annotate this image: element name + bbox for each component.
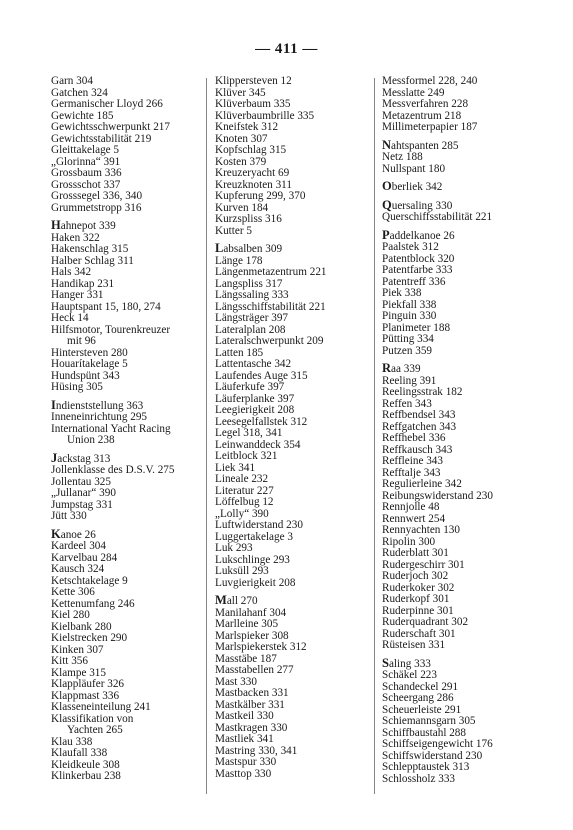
index-entry: Lattentasche 342 xyxy=(215,358,292,370)
index-entry: Gewichtsschwerpunkt 217 xyxy=(51,121,170,133)
section-initial-letter: I xyxy=(51,397,56,412)
index-entry: Garn 304 xyxy=(51,75,93,87)
section-initial-letter: P xyxy=(382,227,390,242)
index-entry: Messverfahren 228 xyxy=(382,98,469,110)
index-entry: Liek 341 xyxy=(215,461,256,474)
index-entry: Grossschot 337 xyxy=(51,178,121,191)
index-entry: Patentblock 320 xyxy=(382,252,455,265)
index-entry: Marlleine 305 xyxy=(215,618,279,630)
index-entry: Knoten 307 xyxy=(215,132,268,145)
section-initial-letter: J xyxy=(51,450,58,465)
index-entry: Laufendes Auge 315 xyxy=(215,369,308,382)
index-entry: Klampe 315 xyxy=(51,666,106,679)
index-entry: Ripolin 300 xyxy=(382,535,436,548)
index-entry: Hilfsmotor, Tourenkreuzer xyxy=(51,323,171,336)
index-entry: Mastspur 330 xyxy=(215,756,277,768)
entry-text: ahtspanten 285 xyxy=(391,139,459,152)
index-entry: Reffen 343 xyxy=(382,397,432,410)
index-entry: Lukschlinge 293 xyxy=(215,553,290,566)
index-entry: Ruderjoch 302 xyxy=(382,570,449,582)
index-section-first-entry xyxy=(215,595,380,608)
index-entry: Luksüll 293 xyxy=(215,565,269,577)
index-entry: Gewichte 185 xyxy=(51,109,114,122)
index-entry: Kardeel 304 xyxy=(51,540,106,552)
index-entry: Marlspiekerstek 312 xyxy=(215,641,307,653)
index-entry: Pütting 334 xyxy=(382,333,434,345)
index-entry: Kreuzknoten 311 xyxy=(215,178,292,191)
index-entry: Hundspünt 343 xyxy=(51,369,120,382)
section-initial-letter: N xyxy=(382,137,392,152)
index-entry: Masstabellen 277 xyxy=(215,664,294,676)
index-section-first-entry xyxy=(51,220,209,233)
index-entry: Kosten 379 xyxy=(215,155,267,168)
index-entry: Mastkeil 330 xyxy=(215,710,274,722)
index-section-first-entry xyxy=(382,363,552,376)
index-entry: Leinwanddeck 354 xyxy=(215,438,301,451)
index-entry: Schandeckel 291 xyxy=(382,680,459,693)
index-entry: Klassifikation von xyxy=(51,712,134,725)
index-entry: Klüverbaum 335 xyxy=(215,98,291,110)
index-entry: Masttop 330 xyxy=(215,767,272,780)
index-entry: Mastliek 341 xyxy=(215,733,274,745)
section-initial-letter: R xyxy=(382,361,392,375)
entry-text: anoe 26 xyxy=(60,528,96,541)
index-entry: Gleittakelage 5 xyxy=(51,144,120,156)
index-entry: Luggertakelage 3 xyxy=(215,530,293,543)
entry-text: berliek 342 xyxy=(391,181,443,193)
entry-text: absalben 309 xyxy=(223,243,283,255)
index-entry: Klappmast 336 xyxy=(51,689,120,702)
index-entry: Schlossholz 333 xyxy=(382,772,456,785)
index-entry: Hintersteven 280 xyxy=(51,346,128,359)
index-entry: Schiffswiderstand 230 xyxy=(382,749,483,762)
index-entry: Kreuzeryacht 69 xyxy=(215,167,290,179)
index-entry: Grosssegel 336, 340 xyxy=(51,190,143,202)
index-entry: Lateralplan 208 xyxy=(215,323,286,336)
index-entry: Union 238 xyxy=(67,434,115,446)
index-entry: Reffkausch 343 xyxy=(382,443,453,456)
index-entry: Längenmetazentrum 221 xyxy=(215,266,327,278)
index-section-first-entry xyxy=(382,181,552,194)
index-entry: Kettenumfang 246 xyxy=(51,597,135,610)
index-entry: Jütt 330 xyxy=(51,510,87,522)
index-entry: Netz 188 xyxy=(382,151,423,163)
index-entry: Piek 338 xyxy=(382,287,422,299)
index-entry: Yachten 265 xyxy=(67,724,123,736)
index-entry: Pinguin 330 xyxy=(382,310,437,322)
index-entry: Länge 178 xyxy=(215,254,263,267)
index-entry: Scheergang 286 xyxy=(382,692,454,704)
index-entry: Kinken 307 xyxy=(51,643,104,656)
index-entry: Klaufall 338 xyxy=(51,747,108,759)
index-entry: Luvgierigkeit 208 xyxy=(215,576,296,589)
index-entry: Längsschiffstabilität 221 xyxy=(215,300,326,313)
index-entry: Grummetstropp 316 xyxy=(51,201,142,214)
index-entry: „Jullanar“ 390 xyxy=(51,487,116,499)
index-entry: Rennwert 254 xyxy=(382,512,446,525)
index-entry: Piekfall 338 xyxy=(382,298,437,311)
section-initial-letter: H xyxy=(51,218,61,232)
index-entry: Metazentrum 218 xyxy=(382,109,462,122)
index-entry: Hüsing 305 xyxy=(51,381,103,393)
index-entry: Kurven 184 xyxy=(215,201,269,214)
index-entry: Hakenschlag 315 xyxy=(51,243,129,255)
index-entry: Hanger 331 xyxy=(51,289,104,301)
index-entry: Schiemannsgarn 305 xyxy=(382,715,476,727)
index-entry: Ruderschaft 301 xyxy=(382,627,456,640)
index-entry: Klinkerbau 238 xyxy=(51,770,121,782)
index-entry: Germanischer Lloyd 266 xyxy=(51,98,163,110)
index-entry: Gewichtsstabilität 219 xyxy=(51,132,152,145)
index-entry: Paalstek 312 xyxy=(382,241,439,253)
section-initial-letter: O xyxy=(382,179,392,193)
index-entry: Schiffbaustahl 288 xyxy=(382,726,466,739)
index-entry: Masstäbe 187 xyxy=(215,652,277,665)
index-entry: Längsträger 397 xyxy=(215,312,289,324)
index-entry: Reffleine 343 xyxy=(382,455,443,467)
index-entry: Langspliss 317 xyxy=(215,277,283,290)
index-entry: Heck 14 xyxy=(51,312,89,324)
index-entry: Klau 338 xyxy=(51,735,93,748)
index-section-first-entry xyxy=(215,243,380,256)
index-entry: Schlepptaustek 313 xyxy=(382,761,470,773)
index-column-3 xyxy=(382,76,552,785)
index-entry: Literatur 227 xyxy=(215,484,274,497)
index-entry: Lineale 232 xyxy=(215,473,269,485)
entry-text: addelkanoe 26 xyxy=(389,229,455,242)
index-entry: Patentreff 336 xyxy=(382,275,446,288)
section-initial-letter: M xyxy=(215,593,227,607)
index-entry: Gatchen 324 xyxy=(51,86,108,99)
index-entry: Rüsteisen 331 xyxy=(382,639,446,651)
entry-text: ahnepot 339 xyxy=(60,220,116,232)
index-entry: Planimeter 188 xyxy=(382,321,451,334)
index-entry: „Glorinna“ 391 xyxy=(51,155,121,168)
index-entry: Reffhebel 336 xyxy=(382,432,446,444)
index-entry: Refftalje 343 xyxy=(382,466,441,479)
index-entry: Putzen 359 xyxy=(382,344,433,357)
index-entry: Reeling 391 xyxy=(382,374,437,387)
index-column-2 xyxy=(215,76,380,780)
index-entry: Querschiffsstabilität 221 xyxy=(382,211,493,223)
index-entry: Jollenklasse des D.S.V. 275 xyxy=(51,464,175,476)
index-entry: „Lolly“ 390 xyxy=(215,507,269,520)
index-entry: Hals 342 xyxy=(51,266,92,278)
index-entry: Manilahanf 304 xyxy=(215,606,287,619)
index-entry: Reffgatchen 343 xyxy=(382,420,457,433)
entry-text: ackstag 313 xyxy=(57,452,111,465)
index-entry: Kitt 356 xyxy=(51,655,88,667)
index-entry: Rennjolle 48 xyxy=(382,501,440,513)
index-entry: Kutter 5 xyxy=(215,224,252,237)
index-entry: Patentfarbe 333 xyxy=(382,264,453,276)
index-entry: Haken 322 xyxy=(51,231,100,244)
index-entry: Luk 293 xyxy=(215,542,253,554)
index-entry: Grossbaum 336 xyxy=(51,167,122,179)
section-initial-letter: Q xyxy=(382,197,392,212)
index-entry: mit 96 xyxy=(67,335,96,347)
index-entry: Halber Schlag 311 xyxy=(51,254,134,267)
index-entry: Marlspieker 308 xyxy=(215,629,289,642)
index-entry: Mastbacken 331 xyxy=(215,687,289,699)
index-entry: Kupferung 299, 370 xyxy=(215,190,306,202)
section-initial-letter: K xyxy=(51,526,61,541)
index-entry: Kneifstek 312 xyxy=(215,121,279,133)
index-entry: Messlatte 249 xyxy=(382,86,445,99)
index-entry: Klüverbaumbrille 335 xyxy=(215,109,315,122)
index-entry: Rennyachten 130 xyxy=(382,524,460,536)
index-entry: Leitblock 321 xyxy=(215,450,278,462)
index-entry: Reffbendsel 343 xyxy=(382,409,456,421)
index-entry: Nullspant 180 xyxy=(382,162,446,175)
index-entry: Inneneinrichtung 295 xyxy=(51,411,148,423)
index-entry: Ruderblatt 301 xyxy=(382,547,449,559)
index-entry: Mastkälber 331 xyxy=(215,698,285,711)
index-entry: Ruderkopf 301 xyxy=(382,593,450,605)
entry-text: ndienststellung 363 xyxy=(55,399,144,412)
index-entry: Mast 330 xyxy=(215,675,257,688)
entry-text: all 270 xyxy=(226,595,258,607)
index-entry: Kette 306 xyxy=(51,586,95,598)
index-entry: Klippersteven 12 xyxy=(215,75,292,87)
entry-text: aa 339 xyxy=(391,363,421,375)
index-entry: Ketschtakelage 9 xyxy=(51,574,128,587)
index-entry: Kausch 324 xyxy=(51,563,105,575)
index-entry: Jumpstag 331 xyxy=(51,498,113,511)
index-entry: Jollentau 325 xyxy=(51,475,111,488)
entry-text: uersaling 330 xyxy=(391,199,453,212)
section-initial-letter: L xyxy=(215,241,224,255)
index-entry: Klüver 345 xyxy=(215,86,266,99)
index-entry: Luftwiderstand 230 xyxy=(215,519,303,531)
index-entry: Handikap 231 xyxy=(51,277,115,290)
index-entry: Lateralschwerpunkt 209 xyxy=(215,335,324,347)
index-entry: Löffelbug 12 xyxy=(215,496,274,508)
index-entry: Legel 318, 341 xyxy=(215,427,283,439)
index-entry: International Yacht Racing xyxy=(51,422,171,435)
index-entry: Klappläufer 326 xyxy=(51,678,125,690)
index-entry: Läuferplanke 397 xyxy=(215,392,295,405)
index-column-1 xyxy=(51,76,209,783)
page-number: — 411 — xyxy=(255,41,318,57)
index-entry: Kiel 280 xyxy=(51,609,90,621)
index-entry: Mastkragen 330 xyxy=(215,721,288,734)
index-entry: Karvelbau 284 xyxy=(51,551,118,564)
index-entry: Ruderkoker 302 xyxy=(382,581,455,594)
index-entry: Hauptspant 15, 180, 274 xyxy=(51,300,161,313)
section-initial-letter: S xyxy=(382,655,389,670)
index-entry: Kurzspliss 316 xyxy=(215,213,282,225)
index-entry: Ruderquadrant 302 xyxy=(382,616,469,628)
index-entry: Leesegelfallstek 312 xyxy=(215,415,308,428)
index-entry: Reelingsstrak 182 xyxy=(382,386,463,398)
index-entry: Rudergeschirr 301 xyxy=(382,558,465,571)
index-entry: Schäkel 223 xyxy=(382,669,437,681)
index-entry: Kielstrecken 290 xyxy=(51,632,128,644)
index-entry: Kielbank 280 xyxy=(51,620,112,633)
entry-text: aling 333 xyxy=(388,657,431,670)
index-entry: Reibungswiderstand 230 xyxy=(382,489,493,502)
index-entry: Schiffseigengewicht 176 xyxy=(382,738,493,750)
index-entry: Kopfschlag 315 xyxy=(215,144,287,156)
index-entry: Leegierigkeit 208 xyxy=(215,404,295,416)
index-entry: Läuferkufe 397 xyxy=(215,381,285,393)
index-entry: Klasseneinteilung 241 xyxy=(51,701,151,713)
index-entry: Houarítakelage 5 xyxy=(51,358,128,370)
index-entry: Latten 185 xyxy=(215,346,264,359)
index-entry: Kleidkeule 308 xyxy=(51,758,120,771)
index-entry: Messformel 228, 240 xyxy=(382,75,478,87)
index-entry: Längssaling 333 xyxy=(215,289,289,301)
index-entry: Millimeterpapier 187 xyxy=(382,121,478,133)
index-entry: Mastring 330, 341 xyxy=(215,744,298,757)
index-entry: Scheuerleiste 291 xyxy=(382,703,462,716)
index-entry: Ruderpinne 301 xyxy=(382,604,454,617)
index-entry: Regulierleine 342 xyxy=(382,478,462,490)
